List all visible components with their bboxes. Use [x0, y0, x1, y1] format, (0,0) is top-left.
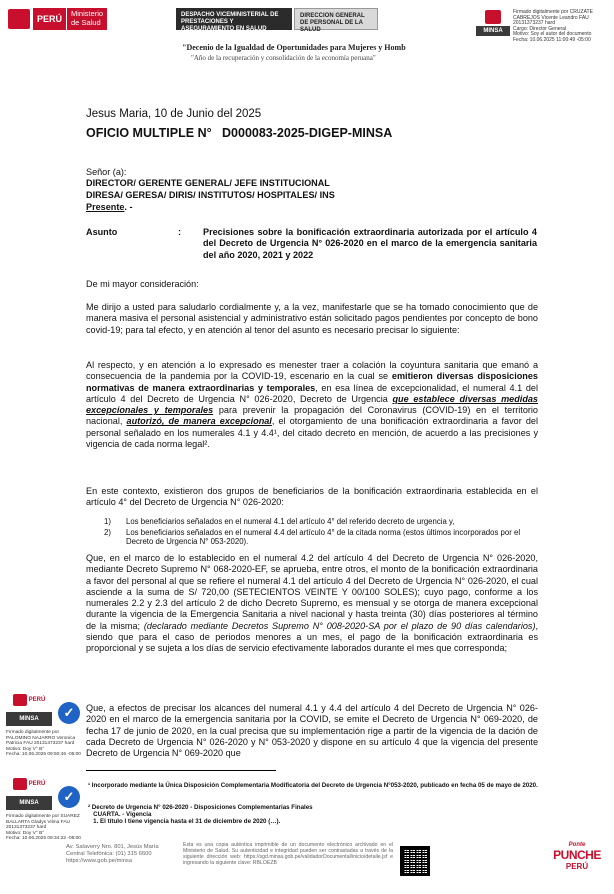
p2-text-c: , en esa línea de excepcionalidad, el numeral 4.1 del artículo 4 del Decreto de Urgencia N° 026-2020, Decreto de Urgencia: [86, 382, 538, 404]
oficio-number: [86, 126, 392, 140]
list-item-text: Los beneficiarios señalados en el numeral 4.4 del artículo 4° de la citada norma (estos últimos incorporados por el Decreto de Urgencia N° 053-2020).: [126, 527, 521, 546]
footnote-2: ² Decreto de Urgencia N° 026-2020 - Disposiciones Complementarias Finales CUARTA. - Vigencia 1. El título I tiene vigencia hasta el 31 de diciembre de 2020 (…).: [88, 804, 313, 826]
presente-line: [86, 202, 133, 213]
signature-stamp-top: [476, 10, 510, 36]
logo-text-3: PERÚ: [565, 862, 589, 871]
p2-bold: emitieron diversas disposiciones normativas de manera extraordinarias y temporales: [86, 371, 538, 393]
office-direction: DIRECCION GENERAL DE PERSONAL DE LA SALUD: [294, 8, 378, 30]
list-item-text: Los beneficiarios señalados en el numeral 4.1 del artículo 4° del referido decreto de urgencia y,: [126, 517, 455, 526]
motto-decade: "Decenio de la Igualdad de Oportunidades para Mujeres y Homb: [182, 43, 406, 52]
paragraph-5: Que, a efectos de precisar los alcances del numeral 4.1 y 4.4 del artículo 4 del Decreto de Urgencia N° 026-2020 en el marco de la emergencia sanitaria por la COVID, se emite el Decreto de Urgencia N° 069-2020, de fecha 17 de junio de 2020, en la cual precisa que su implementación rige a partir de la vigencia de la dación de cada Decreto de Urgencia N° 026-2020 y N° 053-2020 y dispone en su artículo 4 que la vigencia del presente Decreto de Urgencia N° 069-2020 que: [86, 703, 538, 759]
verified-check-icon: ✓: [58, 702, 80, 724]
coat-of-arms-icon: [8, 9, 30, 29]
paragraph-4: [86, 553, 538, 655]
footnote-1: ¹ Incorporado mediante la Única Disposición Complementaria Modificatoria del Decreto de Urgencia N°053-2020, publicado en fecha 05 de mayo de 2020.: [88, 782, 538, 789]
header-logo: [8, 8, 107, 30]
ponte-punche-logo: [548, 842, 606, 888]
list-item: [104, 528, 538, 547]
office-vice-ministry: DESPACHO VICEMINISTERIAL DE PRESTACIONES Y ASEGURAMIENTO EN SALUD: [176, 8, 292, 30]
logo-text-1: Ponte: [568, 842, 586, 848]
minsa-label: MINSA: [476, 26, 510, 36]
greeting: De mi mayor consideración:: [86, 279, 199, 289]
oficio-label: OFICIO MULTIPLE N°: [86, 126, 212, 140]
beneficiary-list: [104, 517, 538, 547]
peru-label: PERÚ: [28, 781, 46, 787]
p4-italic: (declarado mediante Decretos Supremo N° 008-2020-SA por el plazo de 90 días calendarios): [143, 620, 536, 631]
list-item-number: 2): [104, 527, 111, 537]
signature-text: Firmado digitalmente por SUAREZ BALLARTA Gladys Vilma FAU 20131373237 hard Motivo: Doy V° B° Fecha: 10.06.2025 09:34:22 -05:00: [6, 814, 81, 842]
paragraph-1: Me dirijo a usted para saludarlo cordialmente y, a la vez, manifestarle que se ha tomado conocimiento que de manera masiva el personal asistencial y administrativo están solicitado pagos pendientes por concepto de bono covid-19; para tal efecto, y en atención al tenor del asunto es necesario precisar lo siguiente:: [86, 302, 538, 335]
presente-tail: . -: [124, 202, 133, 212]
p2-text-g: , el otorgamiento de una bonificación extraordinaria a favor del personal señalado en los numerales 4.1 y 4.4¹, del citado decreto en mención, de acuerdo a las precisiones y vigencia de cada norma legal².: [86, 416, 539, 450]
list-item: [104, 517, 538, 527]
logo-text-2: PUNCHE: [553, 848, 601, 862]
coat-of-arms-icon: [485, 10, 501, 24]
verified-check-icon: ✓: [58, 786, 80, 808]
paragraph-2: [86, 360, 538, 450]
coat-of-arms-icon: [13, 694, 27, 706]
signature-block-2: [6, 778, 88, 842]
footer-verification: Esta es una copia auténtica imprimible de un documento electrónico archivado en el Ministerio de Salud. Su autenticidad e integridad pueden ser contrastadas a través de la siguiente dirección web: https://sgd.minsa.gob.pe/validadorDocumental/inicio/detalle.jsf e ingresando la siguiente clave: RBLOEZB: [183, 842, 393, 866]
peru-label: PERÚ: [33, 8, 66, 30]
presente-word: Presente: [86, 202, 125, 212]
document-date: Jesus Maria, 10 de Junio del 2025: [86, 108, 262, 120]
peru-label: PERÚ: [28, 697, 46, 703]
asunto-text: Precisiones sobre la bonificación extraordinaria autorizada por el artículo 4 del Decreto de Urgencia N° 026-2020 en el marco de la emergencia sanitaria del año 2020, 2021 y 2022: [203, 227, 537, 260]
p4-text-c: , siendo que para el caso de periodos menores a un mes, el pago de la bonificación extraordinaria es proporcional y se sujeta a los días de servicio efectivamente laborados durante el mes que corresponda;: [86, 620, 539, 654]
oficio-code: D000083-2025-DIGEP-MINSA: [222, 126, 393, 140]
digital-signature-text: Firmado digitalmente por CRUZATE CABREJOS Vicente Leandro FAU 20131373237 hard Cargo: Director General Motivo: Soy el autor del documento Fecha: 10.06.2025 11:00:49 -05:00: [513, 9, 593, 43]
ministry-label: Ministerio de Salud: [67, 8, 107, 30]
signature-text: Firmado digitalmente por PALOMINO NAJARRO Veronica Patricia FAU 20131373237 hard Motivo: Doy V° B° Fecha: 10.06.2025 09:50:46 -05:00: [6, 730, 81, 758]
paragraph-3: En este contexto, existieron dos grupos de beneficiarios de la bonificación extraordinaria establecida en el artículo 4° del Decreto de Urgencia N° 026-2020:: [86, 486, 538, 508]
qr-code: [400, 846, 430, 876]
asunto-label: Asunto: [86, 227, 118, 237]
p2-emphasis-1: que establece diversas medidas excepcionales y temporales: [86, 393, 538, 416]
p2-emphasis-2: autorizó, de manera excepcional: [126, 416, 272, 427]
motto-year: "Año de la recuperación y consolidación de la economía peruana": [191, 54, 376, 62]
coat-of-arms-icon: [13, 778, 27, 790]
asunto-colon: :: [178, 227, 182, 237]
recipient-line-1: DIRECTOR/ GERENTE GENERAL/ JEFE INSTITUCIONAL: [86, 178, 330, 188]
salutation-label: Señor (a):: [86, 167, 127, 177]
p4-text-a: Que, en el marco de lo establecido en el numeral 4.2 del artículo 4 del Decreto de Urgencia N° 026-2020, mediante Decreto Supremo N° 068-2020-EF, se aprueba, entre otros, el monto de la bonificación extraordinaria a favor del personal al que se refiere el numeral 4.1 del artículo 4 del Decreto de Urgencia N° 026-2020, el cual asciende a la suma de S/ 720,00 (SETECIENTOS VEINTE Y 00/100 SOLES); cuyo pago, conforme a los numerales 2.2 y 2.3 del artículo 2 de dicho Decreto Supremo, es mensual y se otorga de manera excepcional durante la vigencia de la Emergencia Sanitaria a nivel nacional y hasta treinta (30) días posteriores al término de la misma;: [86, 553, 538, 631]
recipient-line-2: DIRESA/ GERESA/ DIRIS/ INSTITUTOS/ HOSPITALES/ INS: [86, 190, 335, 200]
minsa-label: MINSA: [6, 796, 52, 810]
p2-text-e: para prevenir la propagación del Coronavirus (COVID-19) en el territorio nacional,: [86, 405, 538, 427]
footnote-divider: [86, 770, 276, 771]
footer-address: Av. Salaverry Nro. 801, Jesús María Central Telefónica: (01) 315 6600 https://www.gob.pe/minsa: [66, 844, 159, 864]
minsa-label: MINSA: [6, 712, 52, 726]
minsa-stamp: [6, 778, 52, 810]
signature-block-1: [6, 694, 88, 758]
p2-text-a: Al respecto, y en atención a lo expresado es menester traer a colación la coyuntura sanitaria que emanó a consecuencia de la pandemia por la COVID-19, escenario en la cual se: [86, 360, 538, 382]
minsa-stamp: [6, 694, 52, 726]
list-item-number: 1): [104, 517, 111, 526]
